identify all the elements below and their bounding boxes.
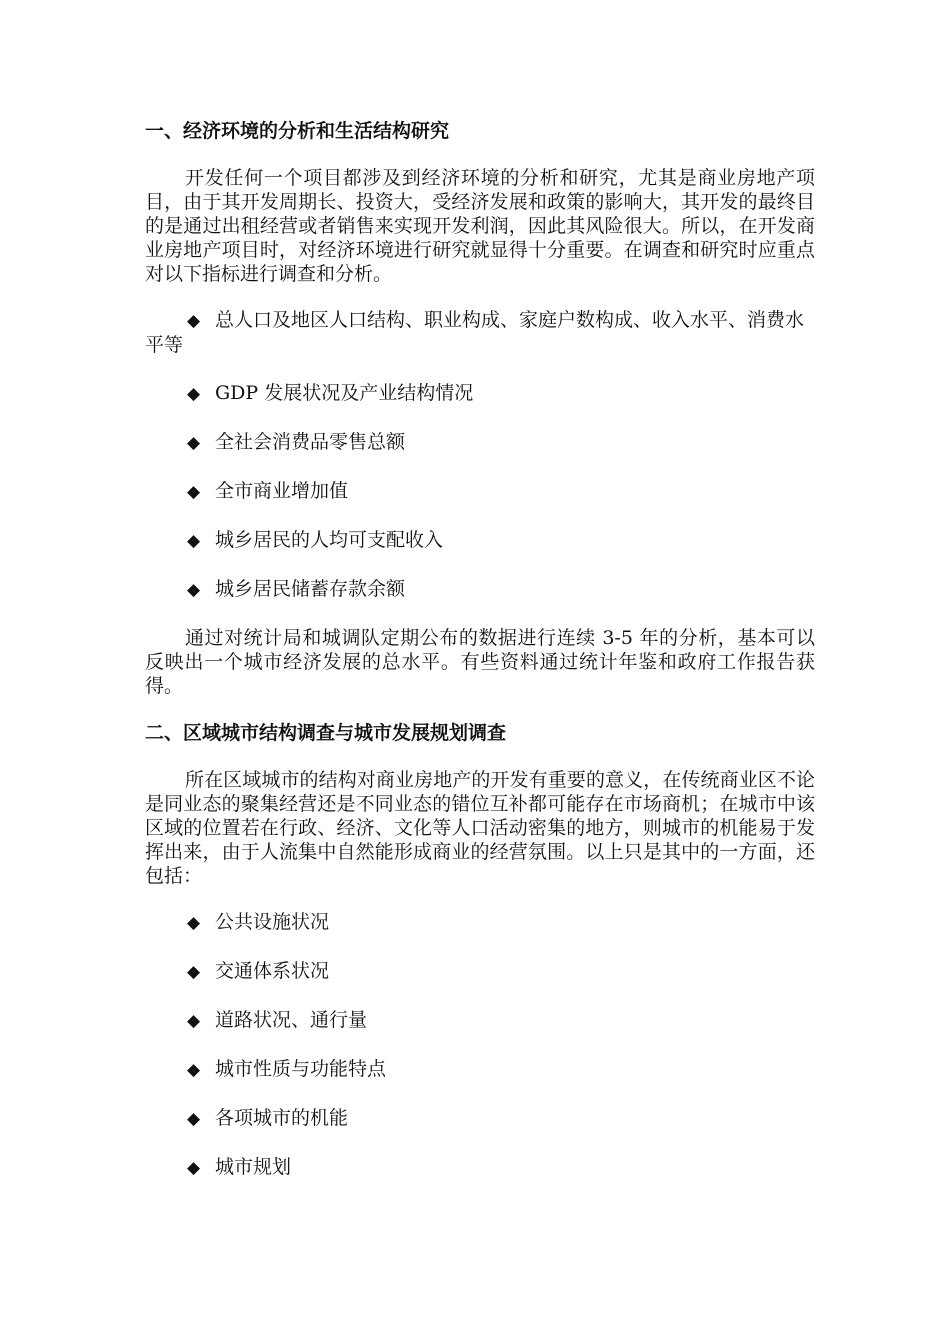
diamond-bullet-icon: ◆ <box>187 531 201 551</box>
section1-bullet-item <box>145 430 815 455</box>
diamond-bullet-icon: ◆ <box>187 1060 201 1080</box>
diamond-bullet-icon: ◆ <box>187 482 201 502</box>
section2-bullet-item <box>145 1057 815 1082</box>
section1-intro: 开发任何一个项目都涉及到经济环境的分析和研究，尤其是商业房地产项目，由于其开发周期长、投资大，受经济发展和政策的影响大，其开发的最终目的是通过出租经营或者销售来实现开发利润，因此其风险很大。所以，在开发商业房地产项目时，对经济环境进行研究就显得十分重要。在调查和研究时应重点对以下指标进行调查和分析。 <box>145 167 815 285</box>
section1-bullet-item <box>145 528 815 553</box>
bullet-text: 全社会消费品零售总额 <box>215 431 406 453</box>
bullet-text: GDP 发展状况及产业结构情况 <box>215 382 474 404</box>
bullet-text: 各项城市的机能 <box>215 1107 349 1129</box>
section2-bullet-item <box>145 1155 815 1180</box>
section1-closing: 通过对统计局和城调队定期公布的数据进行连续 3-5 年的分析，基本可以反映出一个城市经济发展的总水平。有些资料通过统计年鉴和政府工作报告获得。 <box>145 627 815 697</box>
diamond-bullet-icon: ◆ <box>187 1011 201 1031</box>
section2-intro: 所在区域城市的结构对商业房地产的开发有重要的意义，在传统商业区不论是同业态的聚集经营还是不同业态的错位互补都可能存在市场商机；在城市中该区域的位置若在行政、经济、文化等人口活动密集的地方，则城市的机能易于发挥出来，由于人流集中自然能形成商业的经营氛围。以上只是其中的一方面，还包括： <box>145 769 815 887</box>
diamond-bullet-icon: ◆ <box>187 1158 201 1178</box>
bullet-text: 道路状况、通行量 <box>215 1009 368 1031</box>
section2-heading: 二、区域城市结构调查与城市发展规划调查 <box>145 722 507 744</box>
bullet-text: 城乡居民储蓄存款余额 <box>215 578 406 600</box>
section1-bullet-item <box>145 381 815 406</box>
diamond-bullet-icon: ◆ <box>187 580 201 600</box>
document-page <box>145 118 815 1204</box>
section1-bullet-item <box>145 479 815 504</box>
bullet-text: 总人口及地区人口结构、职业构成、家庭户数构成、收入水平、消费水平等 <box>145 309 805 356</box>
bullet-text: 城乡居民的人均可支配收入 <box>215 529 444 551</box>
section2-bullet-item <box>145 910 815 935</box>
diamond-bullet-icon: ◆ <box>187 311 201 331</box>
section1-heading: 一、经济环境的分析和生活结构研究 <box>145 120 450 142</box>
diamond-bullet-icon: ◆ <box>187 433 201 453</box>
bullet-text: 公共设施状况 <box>215 911 330 933</box>
bullet-text: 全市商业增加值 <box>215 480 349 502</box>
section2-bullet-item <box>145 1106 815 1131</box>
bullet-text: 交通体系状况 <box>215 960 330 982</box>
bullet-text: 城市性质与功能特点 <box>215 1058 387 1080</box>
diamond-bullet-icon: ◆ <box>187 962 201 982</box>
section2-bullet-item <box>145 1008 815 1033</box>
diamond-bullet-icon: ◆ <box>187 1109 201 1129</box>
section1-bullet-item <box>145 308 815 357</box>
section2-bullet-item <box>145 959 815 984</box>
bullet-text: 城市规划 <box>215 1156 292 1178</box>
diamond-bullet-icon: ◆ <box>187 384 201 404</box>
section1-bullet-item <box>145 577 815 602</box>
diamond-bullet-icon: ◆ <box>187 913 201 933</box>
